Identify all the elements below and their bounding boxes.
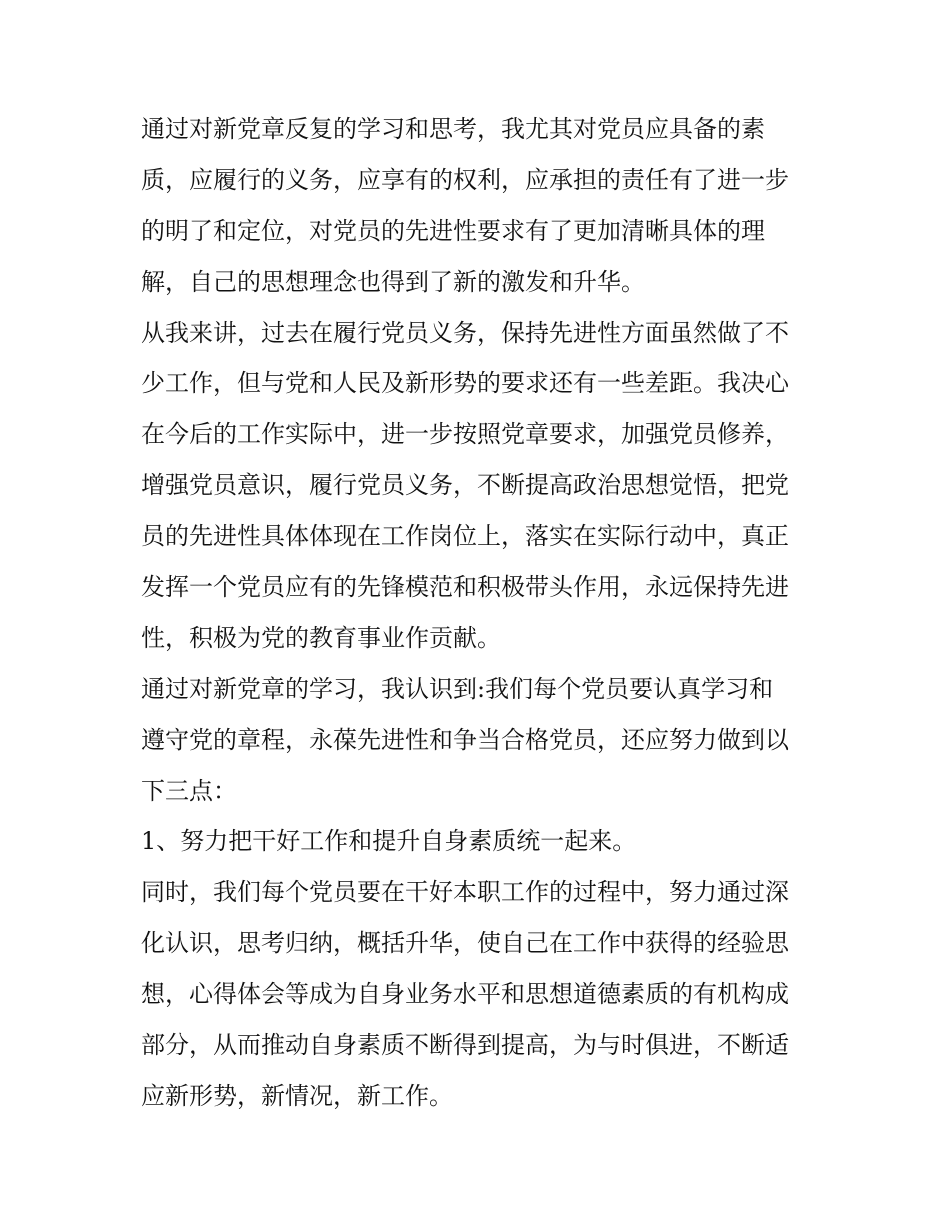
text-line: 1、努力把干好工作和提升自身素质统一起来。 bbox=[141, 827, 637, 856]
text-line: 从我来讲，过去在履行党员义务，保持先进性方面虽然做了不 bbox=[141, 318, 789, 347]
text-line: 质，应履行的义务，应享有的权利，应承担的责任有了进一步 bbox=[141, 165, 789, 194]
text-line: 部分，从而推动自身素质不断得到提高，为与时俱进，不断适 bbox=[141, 1031, 789, 1060]
text-line: 员的先进性具体体现在工作岗位上，落实在实际行动中，真正 bbox=[141, 522, 789, 551]
text-line: 性，积极为党的教育事业作贡献。 bbox=[141, 623, 501, 652]
text-line: 发挥一个党员应有的先锋模范和积极带头作用，永远保持先进 bbox=[141, 573, 789, 602]
text-line: 少工作，但与党和人民及新形势的要求还有一些差距。我决心 bbox=[141, 369, 789, 398]
text-line: 解，自己的思想理念也得到了新的激发和升华。 bbox=[141, 267, 645, 296]
text-line: 同时，我们每个党员要在干好本职工作的过程中，努力通过深 bbox=[141, 878, 789, 907]
text-line: 通过对新党章的学习，我认识到:我们每个党员要认真学习和 bbox=[141, 674, 774, 703]
text-line: 增强党员意识，履行党员义务，不断提高政治思想觉悟，把党 bbox=[141, 471, 789, 500]
text-line: 化认识，思考归纳，概括升华，使自己在工作中获得的经验思 bbox=[141, 929, 789, 958]
text-line: 应新形势，新情况，新工作。 bbox=[141, 1081, 453, 1110]
text-line: 想，心得体会等成为自身业务水平和思想道德素质的有机构成 bbox=[141, 980, 789, 1009]
text-line: 在今后的工作实际中，进一步按照党章要求，加强党员修养， bbox=[141, 420, 789, 449]
text-line: 的明了和定位，对党员的先进性要求有了更加清晰具体的理 bbox=[141, 216, 765, 245]
text-line: 下三点： bbox=[141, 776, 237, 805]
text-line: 遵守党的章程，永葆先进性和争当合格党员，还应努力做到以 bbox=[141, 725, 789, 754]
document-body bbox=[141, 104, 821, 1122]
text-line: 通过对新党章反复的学习和思考，我尤其对党员应具备的素 bbox=[141, 115, 765, 143]
